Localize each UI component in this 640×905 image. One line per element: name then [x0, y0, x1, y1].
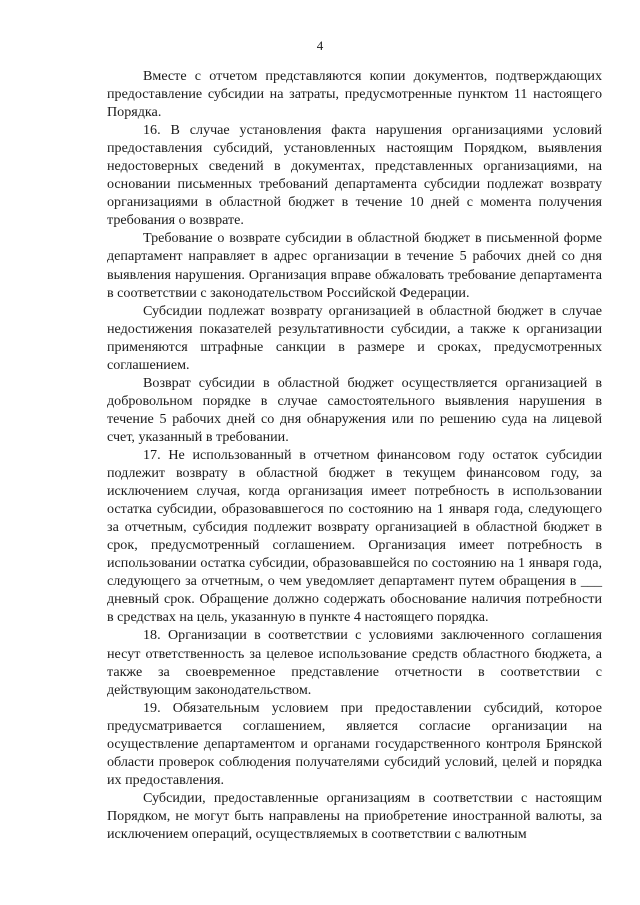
paragraph-report-documents: Вместе с отчетом представляются копии документов, подтверждающих предоставление субсидии на затраты, предусмотренные пунктом 11 настоящего Порядка. [107, 68, 602, 121]
paragraph-return-demand: Требование о возврате субсидии в областной бюджет в письменной форме департамент направляет в адрес организации в течение 5 рабочих дней со дня выявления нарушения. Организация вправе обжаловать требование департамента в соответствии с законодательством Российской Федерации. [107, 230, 602, 301]
document-body [107, 67, 602, 843]
paragraph-voluntary-return: Возврат субсидии в областной бюджет осуществляется организацией в добровольном порядке в случае самостоятельного выявления нарушения в течение 5 рабочих дней со дня обнаружения или по решению суда на лицевой счет, указанный в требовании. [107, 374, 602, 445]
page-number: 4 [316, 38, 324, 53]
paragraph-performance-indicators: Субсидии подлежат возврату организацией в областной бюджет в случае недостижения показателей результативности субсидии, а также к организации применяются штрафные санкции в размере и сроках, предусмотренных соглашением. [107, 302, 602, 373]
paragraph-16-violation: 16. В случае установления факта нарушения организациями условий предоставления субсидий, установленных настоящим Порядком, выявления недостоверных сведений в документах, представленных организациями, на основании письменных требований департамента субсидии подлежат возврату организациями в областной бюджет в течение 10 дней с момента получения требования о возврате. [107, 122, 602, 229]
paragraph-19-inspections: 19. Обязательным условием при предоставлении субсидий, которое предусматривается соглашением, является согласие организации на осуществление департаментом и органами государственного контроля Брянской области проверок соблюдения получателями субсидий условий, целей и порядка их предоставления. [107, 699, 602, 788]
paragraph-18-responsibility: 18. Организации в соответствии с условиями заключенного соглашения несут ответственность за целевое использование средств областного бюджета, а также за своевременное представление отчетности в соответствии с действующим законодательством. [107, 627, 602, 698]
paragraph-foreign-currency: Субсидии, предоставленные организациям в соответствии с настоящим Порядком, не могут быть направлены на приобретение иностранной валюты, за исключением операций, осуществляемых в соответствии с валютным [107, 789, 602, 842]
paragraph-17-unused-balance: 17. Не использованный в отчетном финансовом году остаток субсидии подлежит возврату в областной бюджет в текущем финансовом году, за исключением случая, когда организация имеет потребность в использовании остатка субсидии, образовавшегося по состоянию на 1 января года, следующего за отчетным, субсидия подлежит возврату организацией в областной бюджет в срок, предусмотренный соглашением. Организация имеет потребность в использовании остатка субсидии, образовавшейся по состоянию на 1 января года, следующего за отчетным, о чем уведомляет департамент путем обращения в ___ дневный срок. Обращение должно содержать обоснование наличия потребности в средствах на цель, указанную в пункте 4 настоящего порядка. [107, 446, 602, 626]
